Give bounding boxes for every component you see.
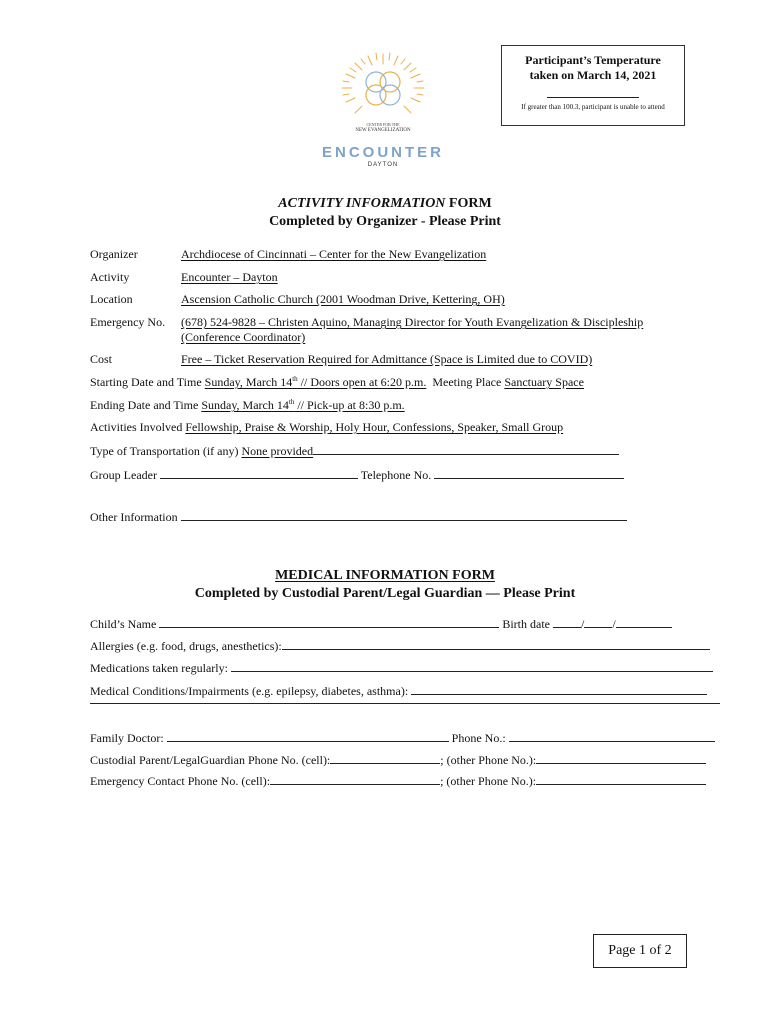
group-leader-label: Group Leader: [90, 468, 157, 482]
birth-sep-2: /: [612, 617, 616, 631]
medical-form-subtitle: Completed by Custodial Parent/Legal Guardian — Please Print: [194, 586, 576, 601]
telephone-field[interactable]: [434, 466, 624, 479]
conditions-field-line-2[interactable]: [90, 703, 720, 704]
activity-form-title: [0, 196, 770, 212]
activity-value: Encounter – Dayton: [181, 270, 278, 284]
birth-month-field[interactable]: [553, 615, 581, 628]
ending-row: [90, 398, 405, 413]
start-value: Sunday, March 14th // Doors open at 6:20 p.m.: [204, 375, 427, 389]
custodial-phone-field[interactable]: [330, 751, 440, 764]
end-label: Ending Date and Time: [90, 398, 199, 412]
child-name-field[interactable]: [159, 615, 499, 628]
location-value: Ascension Catholic Church (2001 Woodman Drive, Kettering, OH): [181, 292, 505, 306]
encounter-logo: [318, 50, 448, 170]
telephone-label: Telephone No.: [360, 468, 432, 482]
page-number: Page 1 of 2: [593, 934, 687, 968]
sunburst-logo-icon: [318, 50, 448, 122]
other-info-label: Other Information: [90, 510, 178, 524]
temperature-line-1: Participant’s Temperature: [525, 53, 661, 67]
activity-title-rest: FORM: [445, 196, 492, 211]
medical-form-title: MEDICAL INFORMATION FORM: [275, 568, 495, 583]
emergency-other-label: ; (other Phone No.):: [440, 774, 537, 788]
logo-small-text-2: NEW EVANGELIZATION: [355, 128, 411, 133]
birth-day-field[interactable]: [584, 615, 612, 628]
temperature-note: If greater than 100.3, participant is unable to attend: [521, 103, 665, 111]
emergency-contact-row: [90, 772, 706, 789]
starting-row: [90, 375, 584, 390]
meeting-value: Sanctuary Space: [504, 375, 584, 389]
transport-field[interactable]: [313, 442, 619, 455]
allergies-label: Allergies (e.g. food, drugs, anesthetics):: [90, 639, 282, 653]
conditions-label: Medical Conditions/Impairments (e.g. epilepsy, diabetes, asthma):: [90, 684, 409, 698]
activity-title-italic: ACTIVITY INFORMATION: [278, 196, 446, 211]
birth-date-label: Birth date: [502, 617, 550, 631]
temperature-entry-line[interactable]: [547, 97, 639, 98]
logo-small-text-1: CENTER FOR THE: [366, 122, 400, 127]
organizer-label: Organizer: [90, 247, 138, 261]
other-info-row: [90, 508, 627, 525]
birth-sep-1: /: [580, 617, 585, 631]
activities-label: Activities Involved: [90, 420, 183, 434]
custodial-other-field[interactable]: [536, 751, 706, 764]
emergency-label: Emergency No.: [90, 315, 166, 329]
medications-label: Medications taken regularly:: [90, 661, 228, 675]
custodial-other-label: ; (other Phone No.):: [440, 753, 537, 767]
conditions-field[interactable]: [411, 682, 707, 695]
medications-row: [90, 659, 713, 676]
logo-main-text: ENCOUNTER: [321, 144, 444, 161]
medications-field[interactable]: [231, 659, 713, 672]
emergency-contact-label: Emergency Contact Phone No. (cell):: [90, 774, 271, 788]
organizer-value: Archdiocese of Cincinnati – Center for the New Evangelization: [181, 247, 487, 261]
transport-row: [90, 442, 619, 459]
location-label: Location: [90, 292, 133, 306]
logo-sub-text: DAYTON: [367, 162, 399, 168]
emergency-value-1: (678) 524-9828 – Christen Aquino, Managing Director for Youth Evangelization & Discipleship: [181, 315, 644, 329]
transport-value: None provided: [241, 444, 314, 458]
family-doctor-label: Family Doctor:: [90, 731, 164, 745]
emergency-value-2: (Conference Coordinator): [181, 330, 306, 344]
emergency-contact-field[interactable]: [270, 772, 440, 785]
child-name-label: Child’s Name: [90, 617, 157, 631]
group-leader-field[interactable]: [160, 466, 358, 479]
birth-year-field[interactable]: [616, 615, 672, 628]
family-doctor-field[interactable]: [167, 729, 449, 742]
temperature-box: [501, 45, 685, 126]
cost-label: Cost: [90, 352, 113, 366]
group-leader-row: [90, 466, 624, 483]
allergies-field[interactable]: [282, 637, 710, 650]
other-info-field[interactable]: [181, 508, 627, 521]
child-row: [90, 615, 672, 632]
emergency-other-field[interactable]: [536, 772, 706, 785]
meeting-label: Meeting Place: [432, 375, 502, 389]
allergies-row: [90, 637, 710, 654]
doctor-row: [90, 729, 715, 746]
start-label: Starting Date and Time: [90, 375, 202, 389]
transport-label: Type of Transportation (if any): [90, 444, 239, 458]
doctor-phone-label: Phone No.:: [451, 731, 506, 745]
conditions-row: [90, 682, 707, 699]
cost-value: Free – Ticket Reservation Required for Admittance (Space is Limited due to COVID): [181, 352, 593, 366]
custodial-row: [90, 751, 706, 768]
temperature-line-2: taken on March 14, 2021: [529, 68, 657, 82]
custodial-phone-label: Custodial Parent/LegalGuardian Phone No. (cell):: [90, 753, 331, 767]
activities-value: Fellowship, Praise & Worship, Holy Hour, Confessions, Speaker, Small Group: [185, 420, 564, 434]
end-value: Sunday, March 14th // Pick-up at 8:30 p.m.: [201, 398, 405, 412]
activities-row: [90, 420, 563, 435]
doctor-phone-field[interactable]: [509, 729, 715, 742]
activity-label: Activity: [90, 270, 130, 284]
activity-form-subtitle: Completed by Organizer - Please Print: [269, 214, 501, 229]
